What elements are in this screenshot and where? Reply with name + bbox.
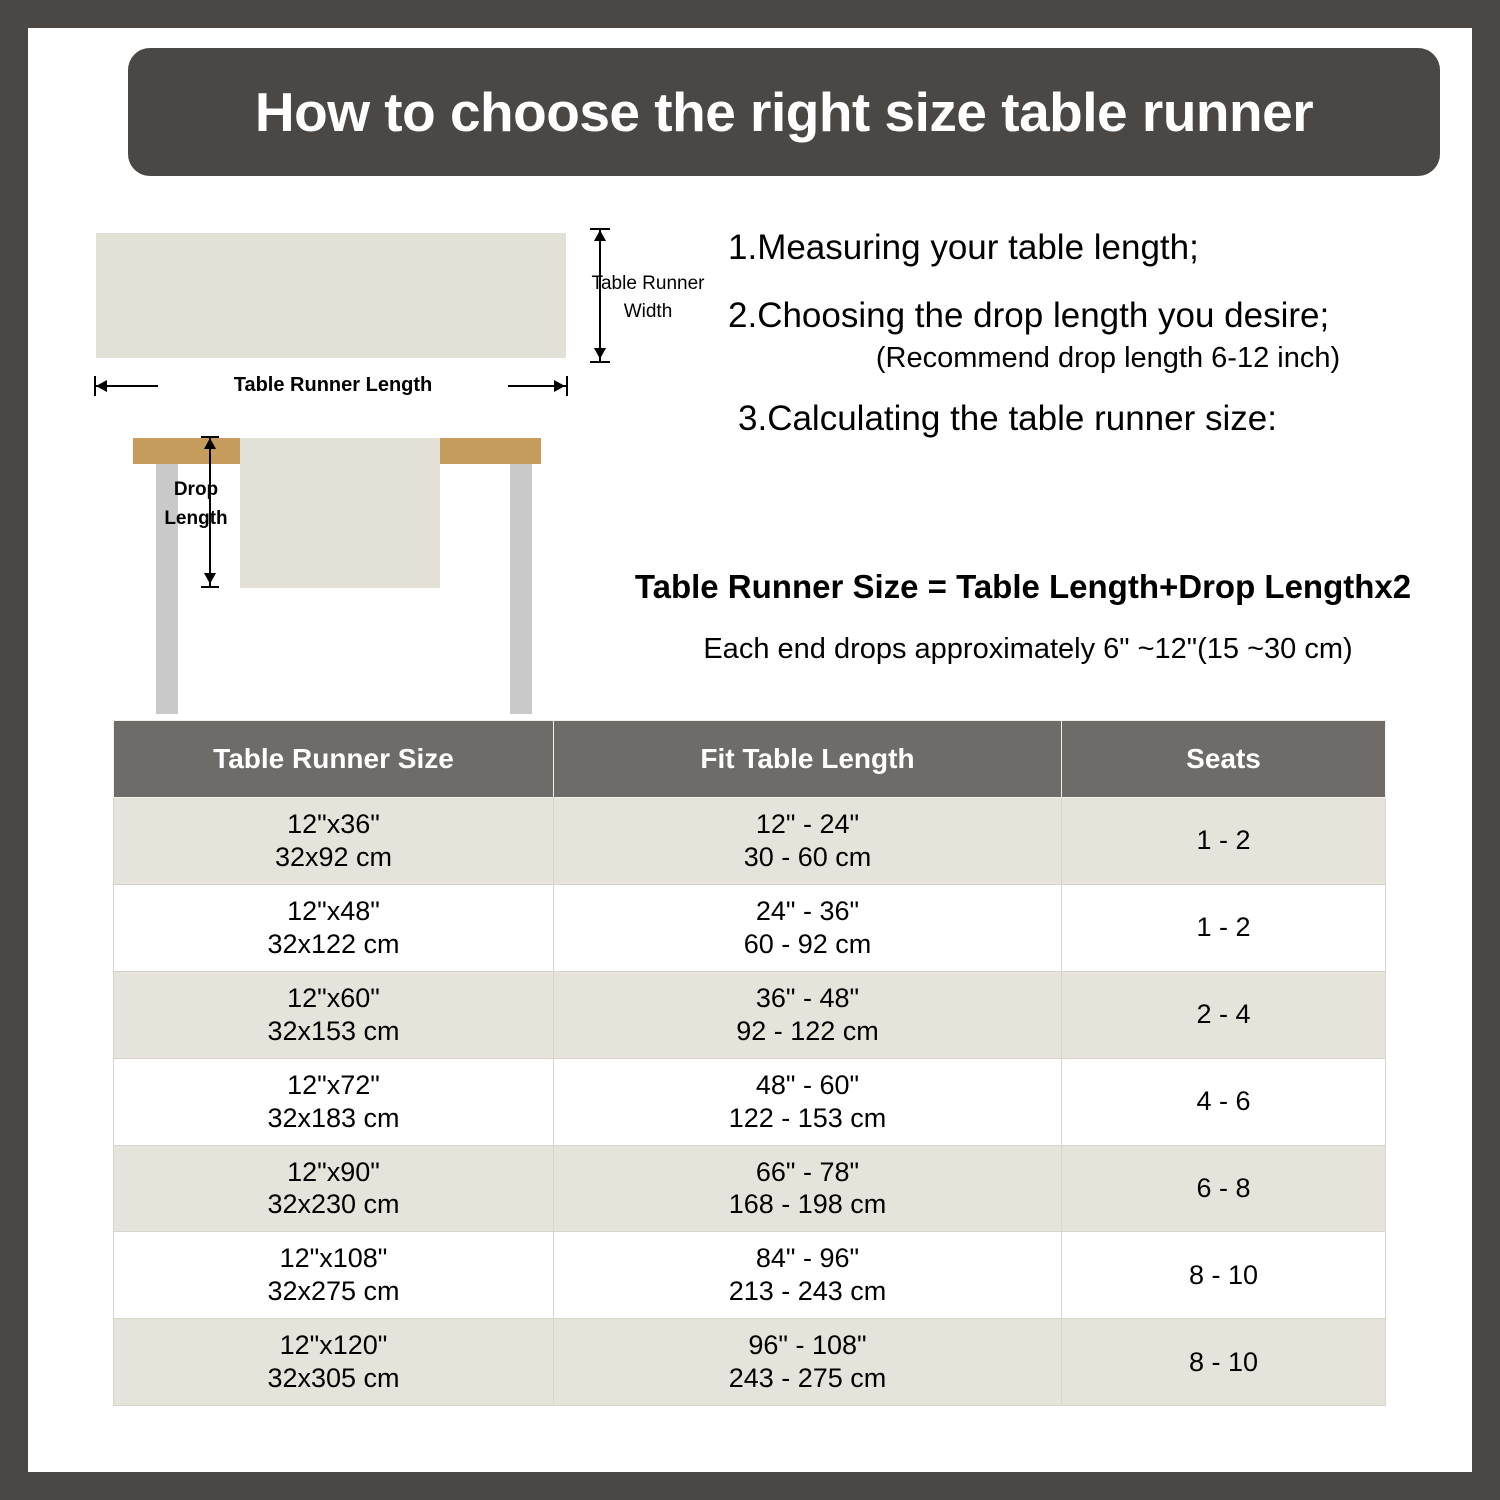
cell-fit-length: 24" - 36" 60 - 92 cm	[554, 884, 1062, 971]
header-runner-size: Table Runner Size	[114, 721, 554, 798]
step-2-text: 2.Choosing the drop length you desire;	[728, 296, 1330, 335]
cell-runner-size: 12"x48" 32x122 cm	[114, 884, 554, 971]
instruction-steps	[728, 228, 1488, 439]
cell-runner-size: 12"x60" 32x153 cm	[114, 971, 554, 1058]
runner-width-label: Table Runner Width	[591, 273, 705, 322]
draped-runner-shape	[240, 438, 440, 588]
cell-runner-size: 12"x90" 32x230 cm	[114, 1145, 554, 1232]
cell-seats: 8 - 10	[1062, 1232, 1386, 1319]
step-3-text: 3.Calculating the table runner size:	[738, 399, 1277, 438]
table-row	[114, 798, 1386, 885]
cell-fit-length: 12" - 24" 30 - 60 cm	[554, 798, 1062, 885]
table-row	[114, 1145, 1386, 1232]
cell-seats: 1 - 2	[1062, 884, 1386, 971]
cell-seats: 4 - 6	[1062, 1058, 1386, 1145]
table-leg-right	[510, 464, 532, 714]
cell-fit-length: 66" - 78" 168 - 198 cm	[554, 1145, 1062, 1232]
flat-runner-shape	[96, 233, 566, 358]
cell-fit-length: 48" - 60" 122 - 153 cm	[554, 1058, 1062, 1145]
size-formula: Table Runner Size = Table Length+Drop Lengthx2	[634, 568, 1412, 605]
cell-fit-length: 96" - 108" 243 - 275 cm	[554, 1319, 1062, 1406]
header-seats: Seats	[1062, 721, 1386, 798]
cell-runner-size: 12"x108" 32x275 cm	[114, 1232, 554, 1319]
cell-runner-size: 12"x36" 32x92 cm	[114, 798, 554, 885]
cell-runner-size: 12"x120" 32x305 cm	[114, 1319, 554, 1406]
cell-seats: 6 - 8	[1062, 1145, 1386, 1232]
cell-fit-length: 84" - 96" 213 - 243 cm	[554, 1232, 1062, 1319]
cell-seats: 8 - 10	[1062, 1319, 1386, 1406]
cell-fit-length: 36" - 48" 92 - 122 cm	[554, 971, 1062, 1058]
runner-length-label: Table Runner Length	[158, 374, 508, 397]
header-fit-table-length: Fit Table Length	[554, 721, 1062, 798]
cell-seats: 2 - 4	[1062, 971, 1386, 1058]
table-row	[114, 884, 1386, 971]
table-row	[114, 1058, 1386, 1145]
step-2-note: (Recommend drop length 6-12 inch)	[875, 342, 1341, 374]
title-banner	[128, 48, 1440, 176]
table-row	[114, 1232, 1386, 1319]
table-row	[114, 971, 1386, 1058]
cell-seats: 1 - 2	[1062, 798, 1386, 885]
size-formula-note: Each end drops approximately 6" ~12"(15 ~30 cm)	[703, 633, 1353, 665]
step-1-text: 1.Measuring your table length;	[728, 228, 1199, 267]
page-title: How to choose the right size table runner	[254, 81, 1314, 143]
drop-length-label: Drop Length	[164, 479, 228, 529]
cell-runner-size: 12"x72" 32x183 cm	[114, 1058, 554, 1145]
infographic-page	[28, 28, 1472, 1472]
table-row	[114, 1319, 1386, 1406]
table-header-row	[114, 721, 1386, 798]
size-chart-table	[113, 720, 1386, 1406]
